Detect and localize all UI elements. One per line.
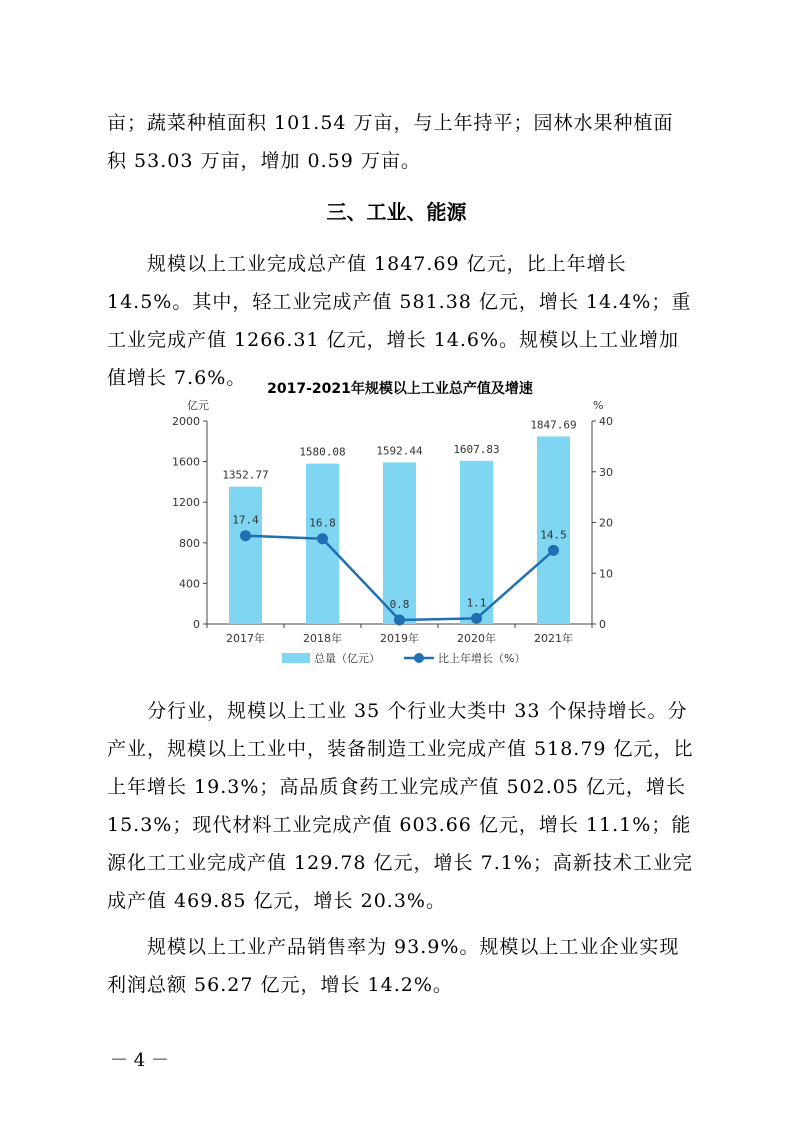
x-tick-label: 2021年 (534, 632, 573, 645)
x-tick-label: 2018年 (303, 632, 342, 645)
legend-line-label: 比上年增长（%） (438, 652, 526, 665)
paragraph-industry-breakdown: 分行业，规模以上工业 35 个行业大类中 33 个保持增长。分产业，规模以上工业中，装备制造工业完成产值 518.79 亿元，比上年增长 19.3%；高品质食药工业完成产值 502.05 亿元，增长 15.3%；现代材料工业完成产值 603.66 亿元，增长 11.1%；能源化工工业完成产值 129.78 亿元，增长 7.1%；高新技术工业完成产值 469.85 亿元，增长 20.3%。 (107, 700, 694, 912)
paragraph-industry-output: 规模以上工业完成总产值 1847.69 亿元，比上年增长 14.5%。其中，轻工业完成产值 581.38 亿元，增长 14.4%；重工业完成产值 1266.31 亿元，增长 14.6%。规模以上工业增加值增长 7.6%。 (107, 253, 692, 389)
growth-data-label: 0.8 (389, 597, 410, 611)
growth-point (548, 545, 559, 556)
growth-data-label: 17.4 (232, 513, 259, 527)
left-tick-label: 1600 (172, 455, 200, 469)
right-tick-label: 40 (599, 415, 613, 428)
paragraph-continuation-line1: 亩；蔬菜种植面积 101.54 万亩，与上年持平；园林水果种植面 (107, 112, 674, 134)
bar-data-label: 1607.83 (453, 442, 500, 456)
growth-data-label: 14.5 (540, 528, 567, 542)
growth-data-label: 16.8 (309, 516, 336, 530)
bar-data-label: 1352.77 (222, 468, 269, 482)
paragraph-continuation-line2: 积 53.03 万亩，增加 0.59 万亩。 (107, 150, 421, 172)
industry-output-chart (150, 392, 650, 677)
bar-data-label: 1592.44 (376, 444, 423, 458)
left-tick-label: 800 (179, 536, 200, 550)
section-heading: 三、工业、能源 (326, 200, 467, 224)
legend-bar-swatch (282, 653, 310, 663)
bar (229, 487, 262, 624)
left-tick-label: 400 (179, 577, 200, 591)
right-tick-label: 30 (599, 465, 613, 479)
x-tick-label: 2017年 (226, 632, 265, 645)
growth-point (471, 613, 482, 624)
growth-point (240, 530, 251, 541)
legend-bar-label: 总量（亿元） (314, 652, 380, 665)
left-tick-label: 0 (193, 618, 200, 631)
legend-line-marker (414, 653, 424, 663)
x-tick-label: 2019年 (380, 632, 419, 645)
x-tick-label: 2020年 (457, 632, 496, 645)
left-axis-unit: 亿元 (187, 399, 209, 412)
paragraph-sales-profit: 规模以上工业产品销售率为 93.9%。规模以上工业企业实现利润总额 56.27 亿元，增长 14.2%。 (107, 936, 680, 996)
chart-title: 2017-2021年规模以上工业总产值及增速 (267, 381, 533, 397)
bar-data-label: 1580.08 (299, 445, 346, 459)
growth-point (394, 614, 405, 625)
right-tick-label: 20 (599, 516, 613, 530)
right-axis-unit: % (593, 399, 604, 412)
left-tick-label: 2000 (172, 415, 200, 428)
page-number: － 4 － (110, 1050, 169, 1071)
growth-point (317, 533, 328, 544)
growth-data-label: 1.1 (466, 596, 487, 610)
bar-data-label: 1847.69 (530, 418, 577, 432)
right-tick-label: 10 (599, 567, 613, 581)
right-tick-label: 0 (599, 618, 606, 631)
left-tick-label: 1200 (172, 496, 200, 510)
